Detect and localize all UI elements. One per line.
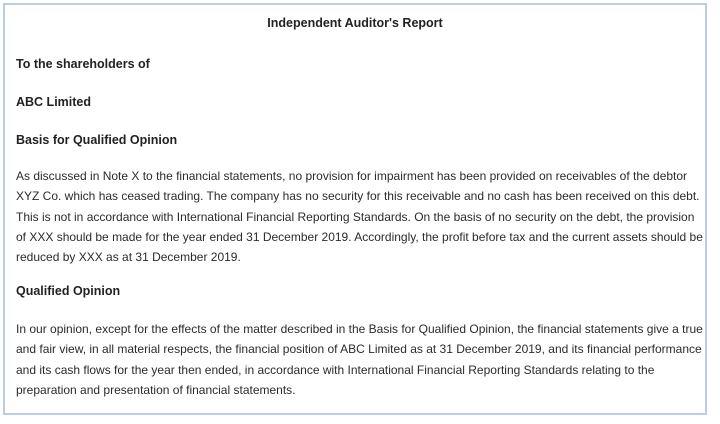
report-title: Independent Auditor's Report	[267, 16, 443, 30]
basis-paragraph: As discussed in Note X to the financial statements, no provision for impairment has been provided on receivables of the debtor XYZ Co. which has ceased trading. The company has no security for this receivable and no cash has been received on this debt. This is not in accordance with International Financial Reporting Standards. On the basis of no security on the debt, the provision of XXX should be made for the year ended 31 December 2019. Accordingly, the profit before tax and the current assets should be reduced by XXX as at 31 December 2019.	[16, 169, 703, 265]
report-document	[3, 3, 707, 415]
basis-heading: Basis for Qualified Opinion	[16, 133, 178, 147]
company-name: ABC Limited	[16, 95, 91, 109]
opinion-paragraph: In our opinion, except for the effects of the matter described in the Basis for Qualified Opinion, the financial statements give a true and fair view, in all material respects, the financial position of ABC Limited as at 31 December 2019, and its financial performance and its cash flows for the year then ended, in accordance with International Financial Reporting Standards relating to the preparation and presentation of financial statements.	[16, 322, 703, 397]
addressee-line: To the shareholders of	[16, 57, 150, 71]
opinion-heading: Qualified Opinion	[16, 284, 121, 298]
